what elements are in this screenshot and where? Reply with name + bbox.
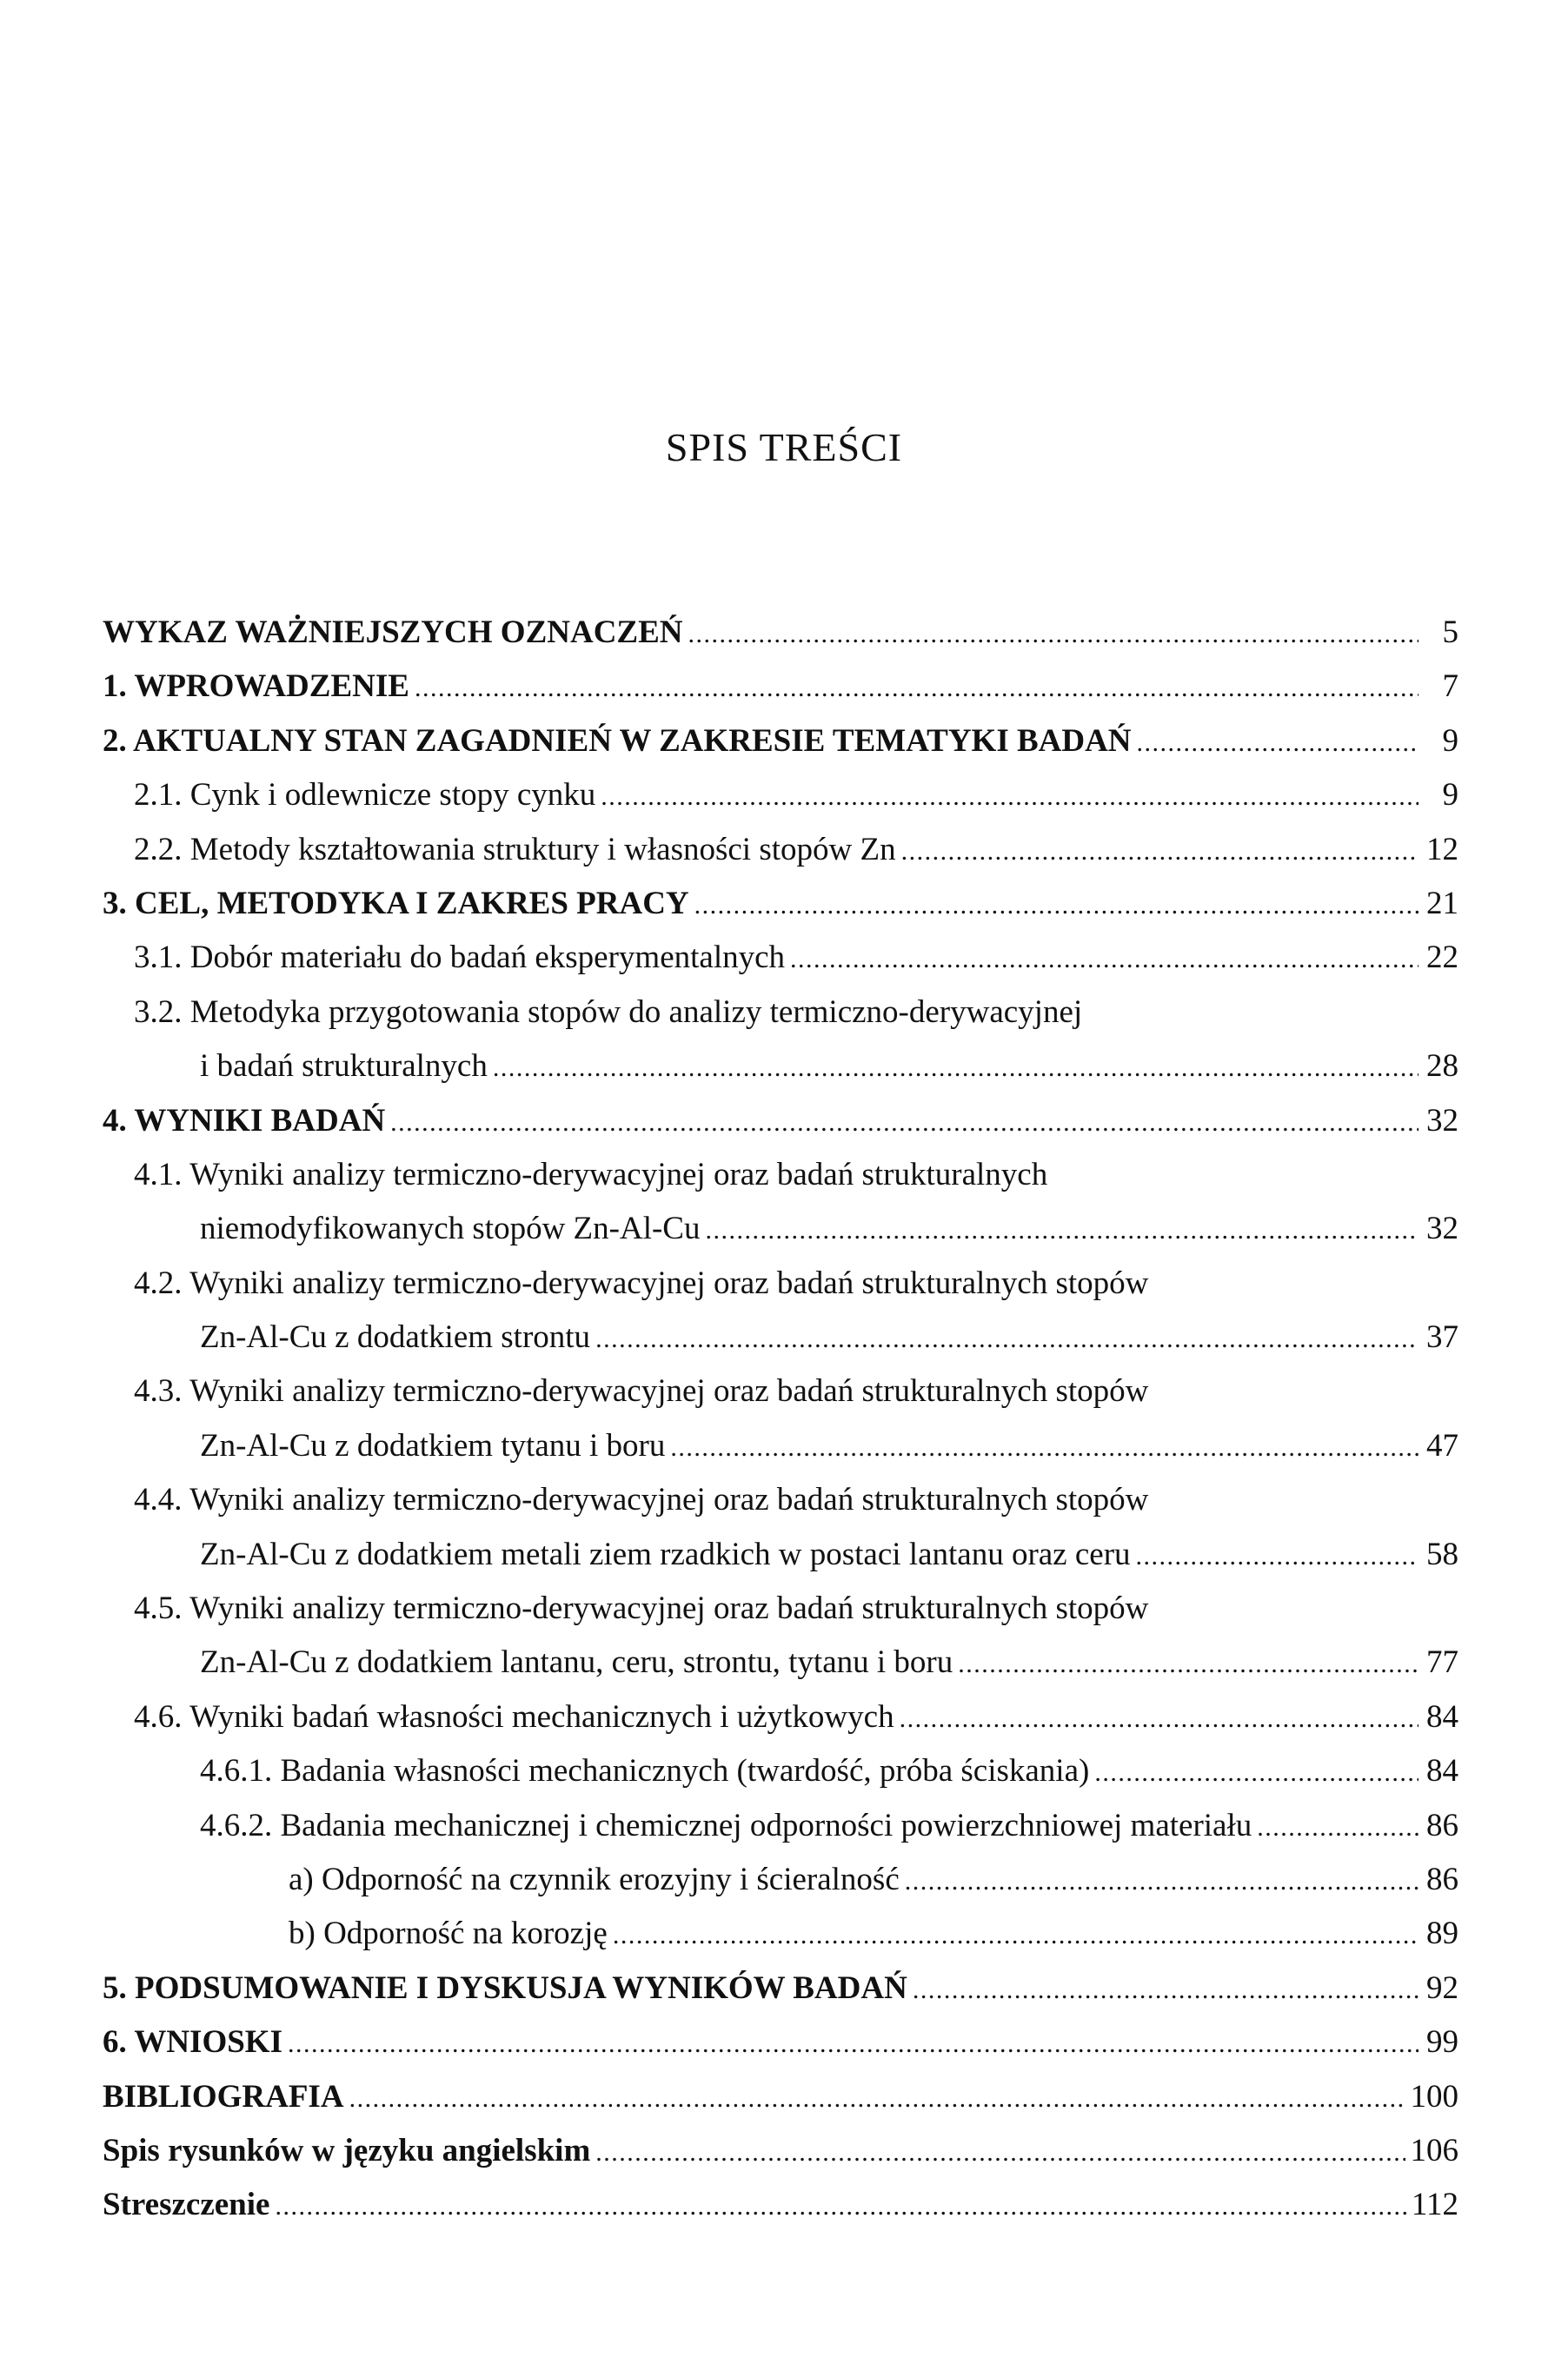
- toc-entry-text: 4.3. Wyniki analizy termiczno-derywacyjnej oraz badań strukturalnych stopów: [134, 1373, 1149, 1410]
- toc-page-number: 77: [1426, 1644, 1458, 1681]
- table-of-contents: [103, 606, 1458, 2233]
- toc-entry-2-2[interactable]: [103, 823, 1458, 877]
- toc-entry-spis-rysunkow[interactable]: [103, 2124, 1458, 2178]
- leader-dots: [493, 1039, 1419, 1095]
- toc-entry-text: 2.1. Cynk i odlewnicze stopy cynku: [134, 777, 596, 814]
- toc-page-number: 47: [1426, 1427, 1458, 1464]
- leader-dots: [913, 1962, 1419, 2017]
- toc-entry-3-2[interactable]: [103, 986, 1458, 1039]
- toc-page-number: 12: [1426, 831, 1458, 867]
- leader-dots: [688, 606, 1419, 661]
- toc-page-number: 84: [1426, 1753, 1458, 1790]
- toc-entry-text: 6. WNIOSKI: [103, 2024, 282, 2061]
- leader-dots: [670, 1419, 1419, 1475]
- toc-page-number: 37: [1426, 1319, 1458, 1356]
- toc-entry-text: 2.2. Metody kształtowania struktury i własności stopów Zn: [134, 831, 896, 867]
- toc-page-number: 84: [1426, 1698, 1458, 1735]
- toc-entry-text: b) Odporność na korozję: [289, 1916, 608, 1952]
- toc-entry-text: 3. CEL, METODYKA I ZAKRES PRACY: [103, 885, 689, 921]
- toc-page-number: 106: [1410, 2132, 1458, 2168]
- toc-entry-4-5[interactable]: [103, 1582, 1458, 1636]
- leader-dots: [705, 1202, 1419, 1258]
- leader-dots: [595, 2124, 1405, 2180]
- leader-dots: [905, 1853, 1419, 1909]
- toc-entry-4-4[interactable]: [103, 1473, 1458, 1527]
- leader-dots: [288, 2016, 1419, 2071]
- toc-page-number: 112: [1411, 2187, 1458, 2223]
- leader-dots: [1136, 1528, 1419, 1584]
- toc-entry-text: 4.6. Wyniki badań własności mechanicznych i użytkowych: [134, 1698, 894, 1735]
- toc-page-number: 100: [1410, 2078, 1458, 2115]
- toc-page-number: 86: [1426, 1861, 1458, 1897]
- toc-entry-3-2-continuation[interactable]: [103, 1039, 1458, 1093]
- toc-entry-3-1[interactable]: [103, 931, 1458, 985]
- toc-entry-text: a) Odporność na czynnik erozyjny i ścieralność: [289, 1861, 900, 1897]
- toc-entry-text: WYKAZ WAŻNIEJSZYCH OZNACZEŃ: [103, 614, 683, 650]
- toc-entry-text-continuation: i badań strukturalnych: [200, 1048, 488, 1085]
- leader-dots: [601, 768, 1419, 824]
- toc-entry-4-4-continuation[interactable]: [103, 1528, 1458, 1582]
- leader-dots: [275, 2178, 1405, 2234]
- toc-entry-wykaz[interactable]: [103, 606, 1458, 660]
- toc-entry-chapter-4[interactable]: [103, 1094, 1458, 1148]
- toc-entry-4-6-2[interactable]: [103, 1799, 1458, 1853]
- leader-dots: [958, 1636, 1419, 1691]
- toc-entry-bibliografia[interactable]: [103, 2070, 1458, 2124]
- toc-entry-text: 4.5. Wyniki analizy termiczno-derywacyjnej oraz badań strukturalnych stopów: [134, 1591, 1149, 1627]
- toc-entry-text: 1. WPROWADZENIE: [103, 668, 409, 705]
- toc-entry-chapter-3[interactable]: [103, 877, 1458, 931]
- leader-dots: [901, 823, 1419, 879]
- leader-dots: [390, 1094, 1419, 1150]
- toc-page-number: 28: [1426, 1048, 1458, 1085]
- leader-dots: [613, 1907, 1419, 1963]
- leader-dots: [900, 1690, 1419, 1746]
- toc-entry-text: 4.6.1. Badania własności mechanicznych (twardość, próba ściskania): [200, 1753, 1090, 1790]
- toc-page-number: 99: [1426, 2024, 1458, 2061]
- leader-dots: [1257, 1799, 1419, 1855]
- toc-entry-4-1[interactable]: [103, 1148, 1458, 1202]
- leader-dots: [349, 2070, 1405, 2126]
- toc-entry-text: Spis rysunków w języku angielskim: [103, 2132, 591, 2168]
- toc-entry-text: 2. AKTUALNY STAN ZAGADNIEŃ W ZAKRESIE TEMATYKI BADAŃ: [103, 722, 1132, 759]
- toc-entry-4-3-continuation[interactable]: [103, 1419, 1458, 1473]
- toc-entry-chapter-2[interactable]: [103, 714, 1458, 768]
- toc-entry-4-3[interactable]: [103, 1365, 1458, 1418]
- leader-dots: [1137, 714, 1419, 770]
- toc-entry-text: 5. PODSUMOWANIE I DYSKUSJA WYNIKÓW BADAŃ: [103, 1969, 907, 2006]
- toc-page-number: 5: [1442, 614, 1458, 650]
- toc-page-number: 22: [1426, 940, 1458, 976]
- leader-dots: [790, 931, 1419, 986]
- leader-dots: [415, 660, 1419, 715]
- toc-entry-4-2[interactable]: [103, 1257, 1458, 1311]
- toc-entry-text: 4.1. Wyniki analizy termiczno-derywacyjnej oraz badań strukturalnych: [134, 1156, 1048, 1192]
- leader-dots: [694, 877, 1419, 933]
- toc-entry-4-5-continuation[interactable]: [103, 1636, 1458, 1690]
- toc-entry-text: 4.6.2. Badania mechanicznej i chemicznej odporności powierzchniowej materiału: [200, 1807, 1252, 1843]
- page-title: SPIS TREŚCI: [665, 425, 903, 469]
- leader-dots: [595, 1311, 1419, 1366]
- toc-page-number: 7: [1442, 668, 1458, 705]
- toc-entry-4-6-2-b[interactable]: [103, 1907, 1458, 1961]
- toc-entry-text-continuation: Zn-Al-Cu z dodatkiem metali ziem rzadkich w postaci lantanu oraz ceru: [200, 1536, 1131, 1572]
- toc-entry-4-6-2-a[interactable]: [103, 1853, 1458, 1907]
- leader-dots: [1094, 1744, 1419, 1800]
- toc-page-number: 9: [1442, 777, 1458, 814]
- toc-entry-text: 4.4. Wyniki analizy termiczno-derywacyjnej oraz badań strukturalnych stopów: [134, 1482, 1149, 1518]
- toc-entry-4-6[interactable]: [103, 1690, 1458, 1744]
- toc-entry-4-2-continuation[interactable]: [103, 1311, 1458, 1365]
- toc-page-number: 32: [1426, 1102, 1458, 1139]
- toc-entry-streszczenie[interactable]: [103, 2178, 1458, 2232]
- toc-page-number: 21: [1426, 885, 1458, 921]
- toc-entry-text: 3.2. Metodyka przygotowania stopów do analizy termiczno-derywacyjnej: [134, 993, 1083, 1030]
- toc-entry-4-6-1[interactable]: [103, 1744, 1458, 1798]
- toc-entry-text-continuation: Zn-Al-Cu z dodatkiem tytanu i boru: [200, 1427, 666, 1464]
- toc-entry-chapter-5[interactable]: [103, 1962, 1458, 2016]
- toc-page-number: 92: [1426, 1969, 1458, 2006]
- toc-entry-text-continuation: Zn-Al-Cu z dodatkiem lantanu, ceru, strontu, tytanu i boru: [200, 1644, 953, 1681]
- toc-entry-text: Streszczenie: [103, 2187, 270, 2223]
- toc-page-number: 58: [1426, 1536, 1458, 1572]
- toc-entry-text: 4.2. Wyniki analizy termiczno-derywacyjnej oraz badań strukturalnych stopów: [134, 1265, 1149, 1301]
- toc-page-number: 86: [1426, 1807, 1458, 1843]
- toc-page-number: 9: [1442, 722, 1458, 759]
- toc-page-number: 32: [1426, 1211, 1458, 1247]
- toc-entry-text: BIBLIOGRAFIA: [103, 2078, 344, 2115]
- toc-entry-text-continuation: niemodyfikowanych stopów Zn-Al-Cu: [200, 1211, 701, 1247]
- toc-entry-text-continuation: Zn-Al-Cu z dodatkiem strontu: [200, 1319, 591, 1356]
- toc-entry-text: 3.1. Dobór materiału do badań eksperymentalnych: [134, 940, 786, 976]
- toc-entry-text: 4. WYNIKI BADAŃ: [103, 1102, 386, 1139]
- toc-entry-chapter-1[interactable]: [103, 660, 1458, 714]
- toc-entry-4-1-continuation[interactable]: [103, 1202, 1458, 1256]
- toc-entry-2-1[interactable]: [103, 768, 1458, 822]
- toc-page-number: 89: [1426, 1916, 1458, 1952]
- toc-entry-chapter-6[interactable]: [103, 2016, 1458, 2069]
